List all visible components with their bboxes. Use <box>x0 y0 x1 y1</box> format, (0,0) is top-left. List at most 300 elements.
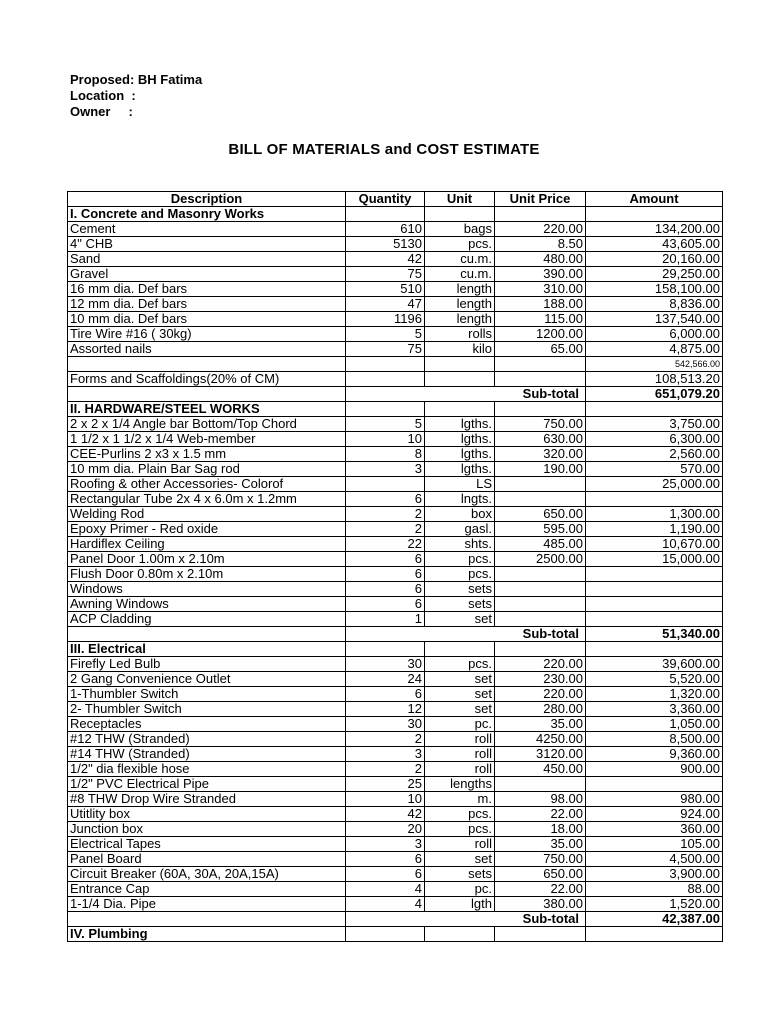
location-line: Location : <box>70 88 136 103</box>
description-cell: 2 Gang Convenience Outlet <box>68 672 346 687</box>
amount-cell: 1,190.00 <box>586 522 723 537</box>
amount-cell: 105.00 <box>586 837 723 852</box>
empty-cell <box>425 927 495 942</box>
quantity-cell: 20 <box>346 822 425 837</box>
table-row <box>68 612 723 627</box>
unit-cell: pcs. <box>425 567 495 582</box>
empty-cell <box>425 402 495 417</box>
empty-cell <box>425 642 495 657</box>
description-cell: 16 mm dia. Def bars <box>68 282 346 297</box>
table-row <box>68 327 723 342</box>
empty-cell <box>425 207 495 222</box>
description-cell: Tire Wire #16 ( 30kg) <box>68 327 346 342</box>
owner-line: Owner : <box>70 104 133 119</box>
amount-cell: 10,670.00 <box>586 537 723 552</box>
quantity-cell: 2 <box>346 522 425 537</box>
unit-price-cell: 188.00 <box>495 297 586 312</box>
description-cell: 12 mm dia. Def bars <box>68 297 346 312</box>
empty-cell <box>586 927 723 942</box>
quantity-cell: 22 <box>346 537 425 552</box>
unit-price-cell: 2500.00 <box>495 552 586 567</box>
amount-cell: 6,300.00 <box>586 432 723 447</box>
description-cell: #14 THW (Stranded) <box>68 747 346 762</box>
unit-price-cell: 450.00 <box>495 762 586 777</box>
table-row <box>68 507 723 522</box>
empty-cell <box>68 387 346 402</box>
description-cell: 2 x 2 x 1/4 Angle bar Bottom/Top Chord <box>68 417 346 432</box>
unit-cell: LS <box>425 477 495 492</box>
table-row <box>68 822 723 837</box>
table-body <box>68 207 723 942</box>
unit-price-cell: 485.00 <box>495 537 586 552</box>
unit-price-cell: 65.00 <box>495 342 586 357</box>
empty-cell <box>495 207 586 222</box>
amount-cell <box>586 567 723 582</box>
unit-cell: lngts. <box>425 492 495 507</box>
unit-price-cell: 35.00 <box>495 837 586 852</box>
quantity-cell: 4 <box>346 897 425 912</box>
table-row <box>68 777 723 792</box>
table-row <box>68 837 723 852</box>
quantity-cell: 6 <box>346 492 425 507</box>
description-cell: Gravel <box>68 267 346 282</box>
quantity-cell <box>346 372 425 387</box>
quantity-cell: 2 <box>346 732 425 747</box>
description-cell: Awning Windows <box>68 597 346 612</box>
quantity-cell: 30 <box>346 717 425 732</box>
amount-cell: 1,300.00 <box>586 507 723 522</box>
unit-cell: set <box>425 612 495 627</box>
running-total-row <box>68 357 723 372</box>
empty-cell <box>586 207 723 222</box>
quantity-cell: 3 <box>346 462 425 477</box>
unit-price-cell: 22.00 <box>495 882 586 897</box>
description-cell: Welding Rod <box>68 507 346 522</box>
column-header-description: Description <box>68 192 346 207</box>
table-row <box>68 267 723 282</box>
description-cell: Utitlity box <box>68 807 346 822</box>
unit-cell: lgths. <box>425 417 495 432</box>
unit-price-cell <box>495 597 586 612</box>
amount-cell: 900.00 <box>586 762 723 777</box>
empty-cell <box>346 402 425 417</box>
quantity-cell: 25 <box>346 777 425 792</box>
description-cell: Receptacles <box>68 717 346 732</box>
description-cell: 1-Thumbler Switch <box>68 687 346 702</box>
quantity-cell: 42 <box>346 252 425 267</box>
unit-cell: sets <box>425 597 495 612</box>
quantity-cell: 510 <box>346 282 425 297</box>
unit-cell: sets <box>425 867 495 882</box>
amount-cell: 570.00 <box>586 462 723 477</box>
description-cell <box>68 357 346 372</box>
amount-cell: 25,000.00 <box>586 477 723 492</box>
table-row <box>68 582 723 597</box>
subtotal-label: Sub-total <box>346 627 586 642</box>
quantity-cell: 6 <box>346 552 425 567</box>
unit-price-cell: 320.00 <box>495 447 586 462</box>
amount-cell: 5,520.00 <box>586 672 723 687</box>
section-header-row <box>68 927 723 942</box>
table-row <box>68 522 723 537</box>
amount-cell: 43,605.00 <box>586 237 723 252</box>
amount-cell: 158,100.00 <box>586 282 723 297</box>
unit-price-cell: 4250.00 <box>495 732 586 747</box>
subtotal-label: Sub-total <box>346 387 586 402</box>
document-header <box>70 72 202 120</box>
unit-price-cell: 750.00 <box>495 417 586 432</box>
unit-cell: set <box>425 702 495 717</box>
unit-cell: roll <box>425 732 495 747</box>
amount-cell: 980.00 <box>586 792 723 807</box>
empty-cell <box>68 627 346 642</box>
unit-cell: roll <box>425 747 495 762</box>
empty-cell <box>346 927 425 942</box>
amount-cell <box>586 612 723 627</box>
amount-cell: 2,560.00 <box>586 447 723 462</box>
table-row <box>68 477 723 492</box>
quantity-cell: 610 <box>346 222 425 237</box>
unit-cell <box>425 357 495 372</box>
description-cell: Cement <box>68 222 346 237</box>
amount-cell <box>586 597 723 612</box>
section-title: IV. Plumbing <box>68 927 346 942</box>
description-cell: 1-1/4 Dia. Pipe <box>68 897 346 912</box>
quantity-cell: 1196 <box>346 312 425 327</box>
description-cell: Hardiflex Ceiling <box>68 537 346 552</box>
amount-cell: 8,836.00 <box>586 297 723 312</box>
unit-price-cell: 18.00 <box>495 822 586 837</box>
quantity-cell: 24 <box>346 672 425 687</box>
table-row <box>68 417 723 432</box>
unit-price-cell: 595.00 <box>495 522 586 537</box>
unit-cell: set <box>425 672 495 687</box>
amount-cell: 3,360.00 <box>586 702 723 717</box>
quantity-cell: 6 <box>346 582 425 597</box>
column-header-quantity: Quantity <box>346 192 425 207</box>
amount-cell: 1,520.00 <box>586 897 723 912</box>
description-cell: 10 mm dia. Plain Bar Sag rod <box>68 462 346 477</box>
table-row <box>68 237 723 252</box>
amount-cell: 3,750.00 <box>586 417 723 432</box>
unit-cell: length <box>425 312 495 327</box>
description-cell: 1/2" dia flexible hose <box>68 762 346 777</box>
unit-cell: length <box>425 282 495 297</box>
unit-cell: m. <box>425 792 495 807</box>
unit-price-cell: 8.50 <box>495 237 586 252</box>
amount-cell: 6,000.00 <box>586 327 723 342</box>
quantity-cell: 2 <box>346 762 425 777</box>
unit-price-cell: 35.00 <box>495 717 586 732</box>
table-row <box>68 882 723 897</box>
description-cell: 1/2" PVC Electrical Pipe <box>68 777 346 792</box>
unit-cell: set <box>425 852 495 867</box>
table-row <box>68 222 723 237</box>
empty-cell <box>495 927 586 942</box>
unit-cell: length <box>425 297 495 312</box>
quantity-cell: 5 <box>346 327 425 342</box>
quantity-cell: 75 <box>346 342 425 357</box>
quantity-cell: 1 <box>346 612 425 627</box>
table-header-row <box>68 192 723 207</box>
description-cell: CEE-Purlins 2 x3 x 1.5 mm <box>68 447 346 462</box>
unit-cell: lgth <box>425 897 495 912</box>
unit-price-cell <box>495 372 586 387</box>
description-cell: Flush Door 0.80m x 2.10m <box>68 567 346 582</box>
unit-cell: lgths. <box>425 447 495 462</box>
amount-cell: 1,320.00 <box>586 687 723 702</box>
amount-cell: 20,160.00 <box>586 252 723 267</box>
section-title: II. HARDWARE/STEEL WORKS <box>68 402 346 417</box>
unit-cell: pcs. <box>425 237 495 252</box>
description-cell: Assorted nails <box>68 342 346 357</box>
unit-cell <box>425 372 495 387</box>
description-cell: 10 mm dia. Def bars <box>68 312 346 327</box>
quantity-cell: 3 <box>346 747 425 762</box>
unit-cell: bags <box>425 222 495 237</box>
quantity-cell: 8 <box>346 447 425 462</box>
unit-cell: cu.m. <box>425 252 495 267</box>
table-row <box>68 312 723 327</box>
description-cell: Panel Door 1.00m x 2.10m <box>68 552 346 567</box>
amount-cell: 360.00 <box>586 822 723 837</box>
description-cell: Junction box <box>68 822 346 837</box>
unit-price-cell: 230.00 <box>495 672 586 687</box>
unit-price-cell <box>495 477 586 492</box>
quantity-cell: 75 <box>346 267 425 282</box>
amount-cell: 3,900.00 <box>586 867 723 882</box>
description-cell: #8 THW Drop Wire Stranded <box>68 792 346 807</box>
quantity-cell: 5 <box>346 417 425 432</box>
amount-cell: 4,875.00 <box>586 342 723 357</box>
amount-cell: 137,540.00 <box>586 312 723 327</box>
table-row <box>68 282 723 297</box>
amount-cell: 88.00 <box>586 882 723 897</box>
amount-cell <box>586 777 723 792</box>
quantity-cell: 4 <box>346 882 425 897</box>
table-row <box>68 342 723 357</box>
unit-price-cell <box>495 357 586 372</box>
table-row <box>68 732 723 747</box>
quantity-cell: 10 <box>346 792 425 807</box>
quantity-cell: 30 <box>346 657 425 672</box>
unit-price-cell: 650.00 <box>495 507 586 522</box>
amount-cell <box>586 492 723 507</box>
description-cell: Epoxy Primer - Red oxide <box>68 522 346 537</box>
table-row <box>68 747 723 762</box>
unit-price-cell <box>495 492 586 507</box>
table-row <box>68 537 723 552</box>
unit-price-cell <box>495 582 586 597</box>
unit-cell: pcs. <box>425 552 495 567</box>
description-cell: ACP Cladding <box>68 612 346 627</box>
quantity-cell: 6 <box>346 597 425 612</box>
unit-cell: roll <box>425 837 495 852</box>
empty-cell <box>586 642 723 657</box>
document-title: BILL OF MATERIALS and COST ESTIMATE <box>228 141 540 158</box>
unit-price-cell: 750.00 <box>495 852 586 867</box>
quantity-cell: 6 <box>346 867 425 882</box>
empty-cell <box>346 207 425 222</box>
empty-cell <box>586 402 723 417</box>
description-cell: Electrical Tapes <box>68 837 346 852</box>
unit-cell: lgths. <box>425 432 495 447</box>
column-header-amount: Amount <box>586 192 723 207</box>
amount-cell: 15,000.00 <box>586 552 723 567</box>
quantity-cell: 10 <box>346 432 425 447</box>
amount-cell: 1,050.00 <box>586 717 723 732</box>
subtotal-amount: 51,340.00 <box>586 627 723 642</box>
subtotal-row <box>68 627 723 642</box>
quantity-cell: 3 <box>346 837 425 852</box>
section-title: I. Concrete and Masonry Works <box>68 207 346 222</box>
table-row <box>68 447 723 462</box>
table-row <box>68 492 723 507</box>
unit-cell: set <box>425 687 495 702</box>
table-row <box>68 252 723 267</box>
table-row <box>68 552 723 567</box>
unit-price-cell: 380.00 <box>495 897 586 912</box>
table-row <box>68 807 723 822</box>
table-row <box>68 372 723 387</box>
table-row <box>68 462 723 477</box>
unit-price-cell: 480.00 <box>495 252 586 267</box>
table-row <box>68 897 723 912</box>
unit-price-cell: 650.00 <box>495 867 586 882</box>
proposed-line: Proposed: BH Fatima <box>70 72 203 87</box>
materials-table <box>67 191 723 942</box>
unit-price-cell: 630.00 <box>495 432 586 447</box>
description-cell: Windows <box>68 582 346 597</box>
subtotal-row <box>68 912 723 927</box>
unit-price-cell <box>495 567 586 582</box>
description-cell: Sand <box>68 252 346 267</box>
unit-price-cell: 280.00 <box>495 702 586 717</box>
table-row <box>68 672 723 687</box>
amount-cell: 924.00 <box>586 807 723 822</box>
subtotal-row <box>68 387 723 402</box>
empty-cell <box>495 402 586 417</box>
amount-cell: 9,360.00 <box>586 747 723 762</box>
table-row <box>68 852 723 867</box>
description-cell: Circuit Breaker (60A, 30A, 20A,15A) <box>68 867 346 882</box>
table-row <box>68 702 723 717</box>
subtotal-amount: 651,079.20 <box>586 387 723 402</box>
description-cell: 4" CHB <box>68 237 346 252</box>
unit-price-cell: 220.00 <box>495 222 586 237</box>
quantity-cell: 42 <box>346 807 425 822</box>
unit-cell: sets <box>425 582 495 597</box>
unit-price-cell <box>495 612 586 627</box>
quantity-cell: 5130 <box>346 237 425 252</box>
unit-cell: box <box>425 507 495 522</box>
amount-cell: 39,600.00 <box>586 657 723 672</box>
quantity-cell <box>346 477 425 492</box>
unit-price-cell: 22.00 <box>495 807 586 822</box>
amount-cell: 29,250.00 <box>586 267 723 282</box>
amount-cell: 542,566.00 <box>586 357 723 372</box>
table-row <box>68 597 723 612</box>
unit-cell: pcs. <box>425 807 495 822</box>
unit-cell: kilo <box>425 342 495 357</box>
description-cell: Panel Board <box>68 852 346 867</box>
description-cell: 1 1/2 x 1 1/2 x 1/4 Web-member <box>68 432 346 447</box>
column-header-unit: Unit <box>425 192 495 207</box>
unit-cell: gasl. <box>425 522 495 537</box>
table-row <box>68 567 723 582</box>
empty-cell <box>495 642 586 657</box>
unit-price-cell: 390.00 <box>495 267 586 282</box>
amount-cell: 134,200.00 <box>586 222 723 237</box>
description-cell: Roofing & other Accessories- Colorof <box>68 477 346 492</box>
unit-cell: pc. <box>425 717 495 732</box>
table-row <box>68 762 723 777</box>
quantity-cell <box>346 357 425 372</box>
unit-cell: rolls <box>425 327 495 342</box>
unit-cell: roll <box>425 762 495 777</box>
description-cell: Rectangular Tube 2x 4 x 6.0m x 1.2mm <box>68 492 346 507</box>
description-cell: Entrance Cap <box>68 882 346 897</box>
unit-cell: pc. <box>425 882 495 897</box>
amount-cell: 8,500.00 <box>586 732 723 747</box>
description-cell: Firefly Led Bulb <box>68 657 346 672</box>
unit-price-cell: 220.00 <box>495 657 586 672</box>
section-header-row <box>68 402 723 417</box>
unit-cell: lengths <box>425 777 495 792</box>
section-header-row <box>68 207 723 222</box>
section-header-row <box>68 642 723 657</box>
amount-cell <box>586 582 723 597</box>
unit-cell: pcs. <box>425 822 495 837</box>
empty-cell <box>68 912 346 927</box>
unit-cell: lgths. <box>425 462 495 477</box>
amount-cell: 108,513.20 <box>586 372 723 387</box>
description-cell: #12 THW (Stranded) <box>68 732 346 747</box>
unit-price-cell: 190.00 <box>495 462 586 477</box>
table-row <box>68 792 723 807</box>
table-row <box>68 297 723 312</box>
quantity-cell: 6 <box>346 567 425 582</box>
description-cell: 2- Thumbler Switch <box>68 702 346 717</box>
column-header-unit-price: Unit Price <box>495 192 586 207</box>
table-row <box>68 867 723 882</box>
description-cell: Forms and Scaffoldings(20% of CM) <box>68 372 346 387</box>
unit-price-cell: 220.00 <box>495 687 586 702</box>
quantity-cell: 6 <box>346 687 425 702</box>
unit-cell: cu.m. <box>425 267 495 282</box>
unit-cell: shts. <box>425 537 495 552</box>
unit-cell: pcs. <box>425 657 495 672</box>
amount-cell: 4,500.00 <box>586 852 723 867</box>
unit-price-cell <box>495 777 586 792</box>
table-row <box>68 657 723 672</box>
table-row <box>68 717 723 732</box>
table-row <box>68 687 723 702</box>
table-row <box>68 432 723 447</box>
unit-price-cell: 115.00 <box>495 312 586 327</box>
empty-cell <box>346 642 425 657</box>
subtotal-amount: 42,387.00 <box>586 912 723 927</box>
section-title: III. Electrical <box>68 642 346 657</box>
quantity-cell: 6 <box>346 852 425 867</box>
unit-price-cell: 310.00 <box>495 282 586 297</box>
quantity-cell: 47 <box>346 297 425 312</box>
unit-price-cell: 1200.00 <box>495 327 586 342</box>
unit-price-cell: 98.00 <box>495 792 586 807</box>
quantity-cell: 2 <box>346 507 425 522</box>
unit-price-cell: 3120.00 <box>495 747 586 762</box>
quantity-cell: 12 <box>346 702 425 717</box>
